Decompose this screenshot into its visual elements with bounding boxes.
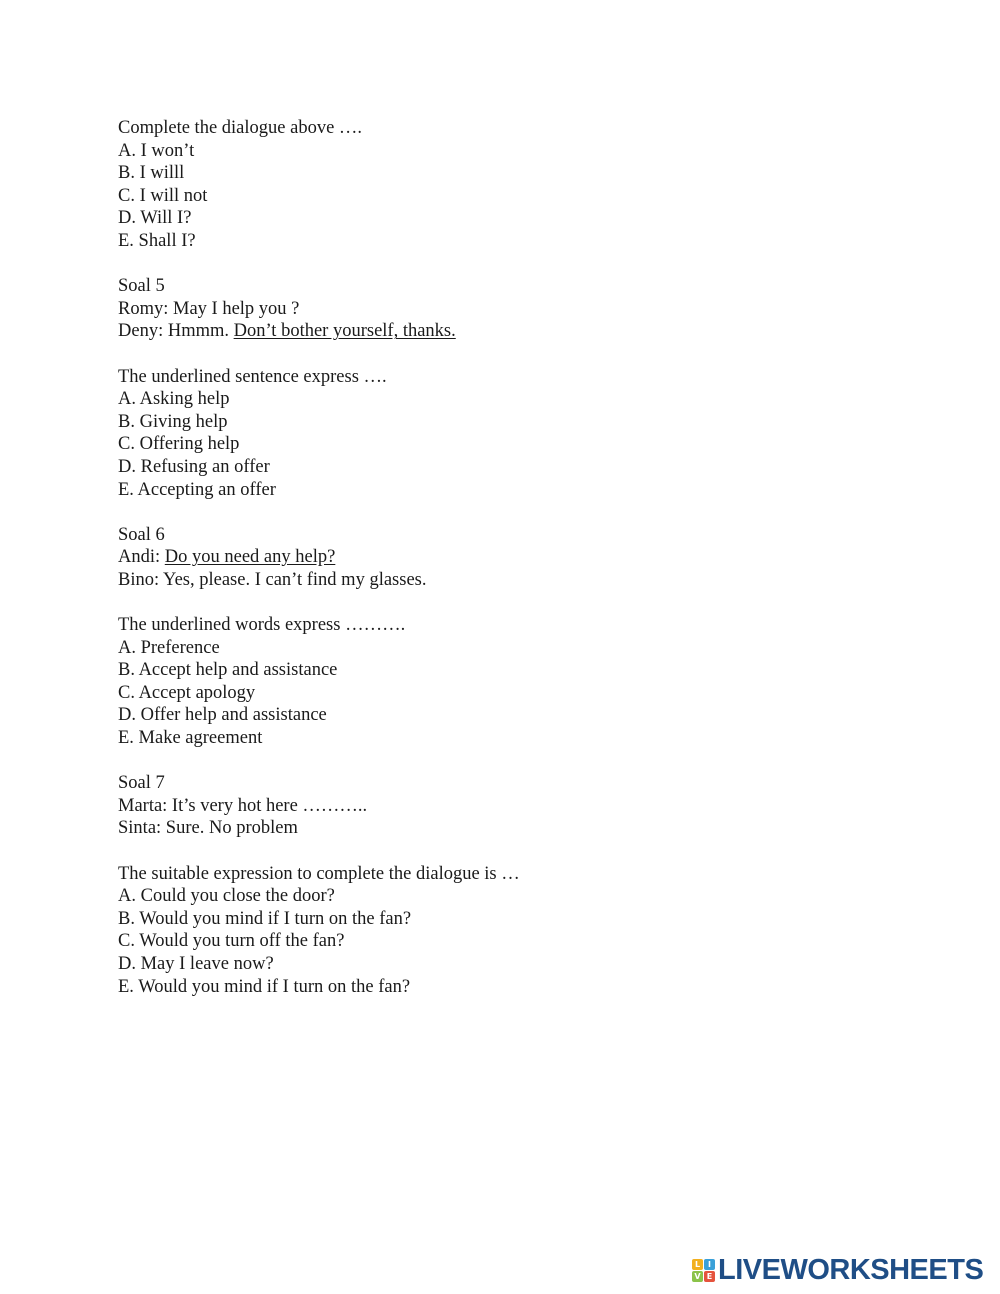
dialogue-line: Sinta: Sure. No problem	[118, 818, 298, 839]
option-d: D. Will I?	[118, 208, 192, 229]
logo-mark-tile: V	[692, 1271, 703, 1282]
option-c: C. Offering help	[118, 434, 240, 455]
question-7	[118, 772, 520, 998]
logo-mark-tile: I	[704, 1259, 715, 1270]
logo-mark-icon	[692, 1259, 715, 1282]
underlined-sentence: Do you need any help?	[164, 547, 336, 568]
option-b: B. Giving help	[118, 411, 228, 432]
option-d: D. Refusing an offer	[118, 456, 270, 477]
question-title: Soal 5	[118, 276, 165, 297]
question-title: Soal 6	[118, 524, 165, 545]
option-b: B. Accept help and assistance	[118, 660, 338, 681]
liveworksheets-logo	[692, 1255, 983, 1285]
speaker-text: Andi:	[118, 547, 165, 568]
logo-mark-tile: E	[704, 1271, 715, 1282]
option-e: E. Make agreement	[118, 728, 263, 749]
dialogue-line: Romy: May I help you ?	[118, 298, 300, 319]
option-c: C. I will not	[118, 185, 208, 206]
question-prompt: Complete the dialogue above ….	[118, 118, 363, 138]
question-4-tail	[118, 117, 520, 253]
underlined-sentence: Don’t bother yourself, thanks.	[233, 321, 456, 342]
option-c: C. Would you turn off the fan?	[118, 931, 345, 952]
dialogue-line: Bino: Yes, please. I can’t find my glasses.	[118, 569, 427, 590]
option-e: E. Accepting an offer	[118, 479, 276, 500]
option-e: E. Shall I?	[118, 230, 196, 251]
worksheet-content	[118, 117, 520, 998]
dialogue-line: Marta: It’s very hot here ………..	[118, 795, 368, 816]
option-d: D. Offer help and assistance	[118, 705, 327, 726]
option-a: A. Asking help	[118, 389, 230, 410]
option-c: C. Accept apology	[118, 682, 256, 703]
question-prompt: The suitable expression to complete the dialogue is …	[118, 863, 520, 884]
question-prompt: The underlined sentence express ….	[118, 366, 387, 387]
option-e: E. Would you mind if I turn on the fan?	[118, 976, 411, 997]
question-title: Soal 7	[118, 773, 165, 794]
speaker-text: Deny: Hmmm.	[118, 321, 234, 342]
logo-mark-tile: L	[692, 1259, 703, 1270]
option-a: A. I won’t	[118, 140, 195, 161]
question-5	[118, 275, 520, 501]
option-d: D. May I leave now?	[118, 953, 274, 974]
dialogue-line	[118, 320, 520, 343]
option-a: A. Could you close the door?	[118, 886, 335, 907]
dialogue-line	[118, 546, 520, 569]
option-a: A. Preference	[118, 637, 220, 658]
question-6	[118, 524, 520, 750]
option-b: B. I willl	[118, 163, 185, 184]
question-prompt: The underlined words express ……….	[118, 615, 406, 636]
logo-text: LIVEWORKSHEETS	[718, 1254, 984, 1286]
option-b: B. Would you mind if I turn on the fan?	[118, 908, 412, 929]
